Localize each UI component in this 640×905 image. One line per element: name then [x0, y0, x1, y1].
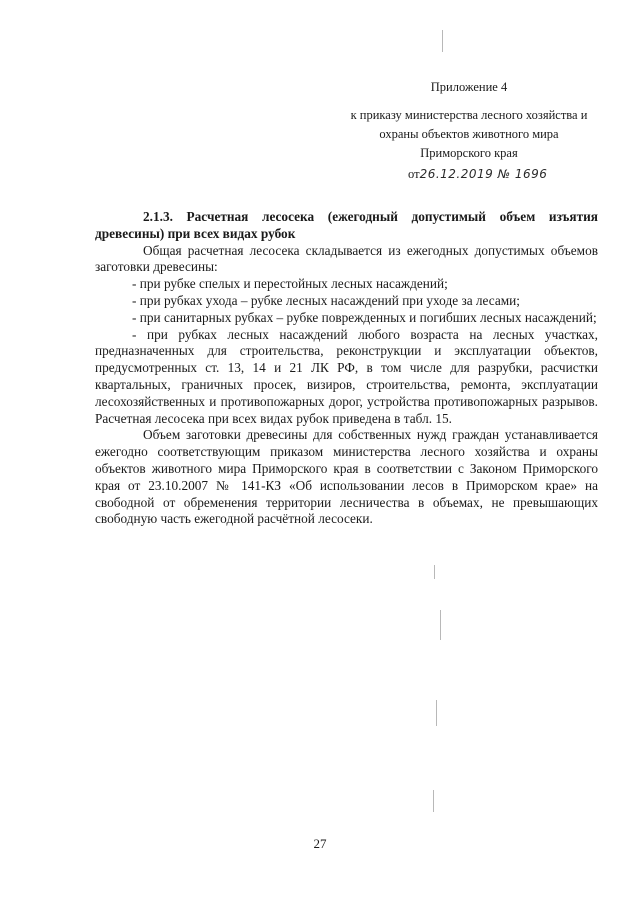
list-item-construction-felling: - при рубках лесных насаждений любого возраста на лесных участках, предназначенных для строительства, реконструкции и эксплуатации объектов, предусмотренных ст. 13, 14 и 21 ЛК РФ, в том числе для разрубки, расчистки квартальных, граничных просек, визиров, строительства, ремонта, эксплуатации лесохозяйственных и противопожарных дорог, устройства противопожарных разрывов. Расчетная лесосека при всех видах рубок приведена в табл. 15.: [95, 326, 598, 426]
appendix-header: [340, 78, 598, 163]
scan-artifact: [440, 610, 441, 640]
section-body: [95, 209, 598, 528]
scan-artifact: [442, 30, 443, 52]
scan-artifact: [436, 700, 437, 726]
order-date-line: [408, 166, 547, 182]
paragraph-citizens-needs: Объем заготовки древесины для собственных нужд граждан устанавливается ежегодно соответствующим приказом министерства лесного хозяйства и охраны объектов животного мира Приморского края в соответствии с Законом Приморского края от 23.10.2007 № 141-КЗ «Об использовании лесов в Приморском крае» на свободной от обременения территории лесничества в объемах, не превышающих свободную часть ежегодной расчётной лесосеки.: [95, 427, 598, 527]
date-prefix: от: [408, 167, 420, 181]
appendix-ref-line-2: охраны объектов животного мира: [379, 127, 559, 141]
appendix-ref-line-3: Приморского края: [420, 146, 518, 160]
section-heading: 2.1.3. Расчетная лесосека (ежегодный допустимый объем изъятия древесины) при всех видах рубок: [95, 209, 598, 241]
appendix-ref-line-1: к приказу министерства лесного хозяйства и: [350, 108, 588, 122]
appendix-title: Приложение 4: [430, 80, 508, 94]
list-item-sanitary-felling: - при санитарных рубках – рубке поврежденных и погибших лесных насаждений;: [132, 309, 597, 325]
scan-artifact: [433, 790, 434, 812]
list-item-thinning: - при рубках ухода – рубке лесных насаждений при уходе за лесами;: [132, 292, 520, 308]
scan-artifact: [434, 565, 435, 579]
handwritten-date-number: 26.12.2019 № 1696: [419, 167, 548, 181]
page-number: 27: [313, 836, 327, 851]
paragraph-intro: Общая расчетная лесосека складывается из ежегодных допустимых объемов заготовки древесины:: [95, 242, 598, 275]
list-item-mature-felling: - при рубке спелых и перестойных лесных насаждений;: [132, 276, 448, 292]
